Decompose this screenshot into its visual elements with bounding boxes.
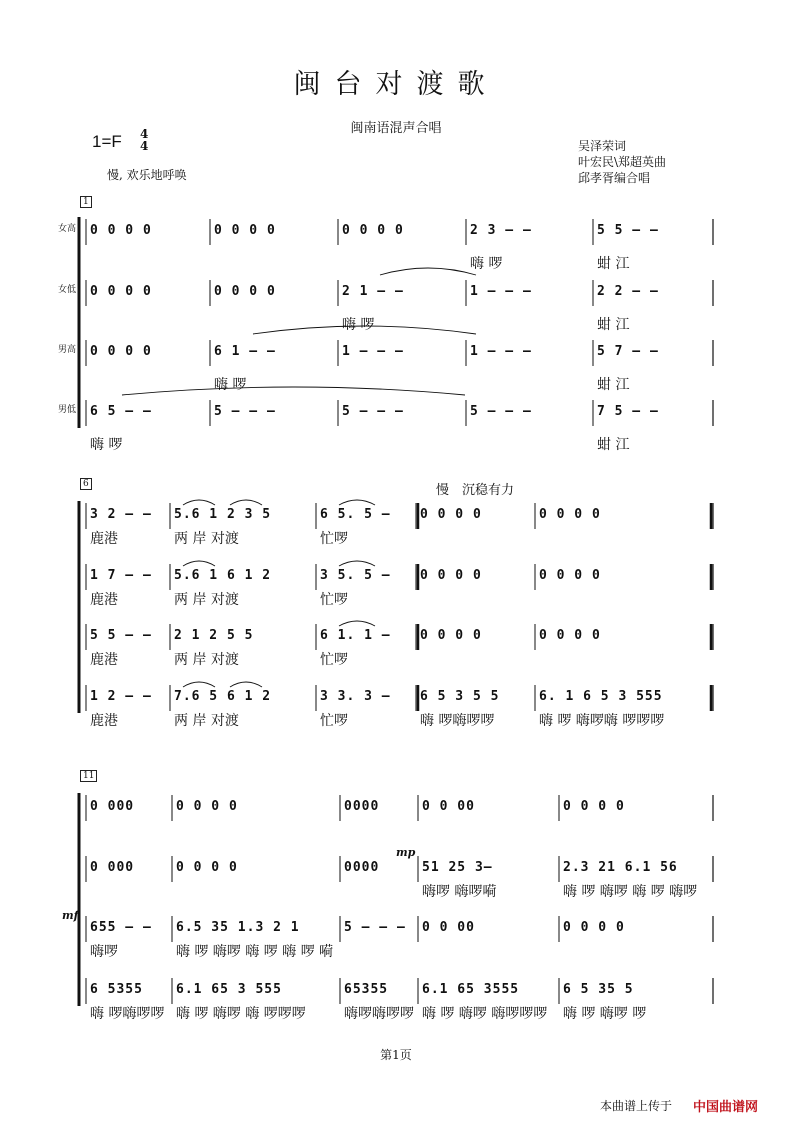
measure-number: 11 (80, 770, 97, 782)
slur (380, 268, 476, 275)
page-number: 第1页 (380, 1048, 412, 1062)
measure-notes: 5 7 – – (597, 344, 659, 359)
measure-notes: 5 5 – – (90, 628, 152, 643)
measure-notes: 0 0 0 0 (539, 628, 601, 643)
lyric-line: 嗨啰 嗨啰嗬 (422, 884, 497, 900)
measure-notes: 5.6 1 2 3 5 (174, 507, 272, 522)
measure-notes: 6 1. 1 – (320, 628, 391, 643)
tie (230, 500, 262, 505)
measure-notes: 0 0 0 0 (342, 223, 404, 238)
measure-notes: 7 5 – – (597, 404, 659, 419)
lyric-line: 嗨 啰 嗨啰 嗨 啰啰啰 (176, 1006, 306, 1022)
measure-notes: 0 0 0 0 (539, 568, 601, 583)
dynamic-mf: mf (62, 909, 79, 922)
measure-notes: 1 2 – – (90, 689, 152, 704)
measure-notes: 6 5. 5 – (320, 507, 391, 522)
lyric-line: 鹿港 (90, 531, 118, 547)
measure-notes: 0 0 0 0 (563, 799, 625, 814)
voice-label: 女高 (58, 224, 77, 234)
measure-notes: 65355 (344, 982, 389, 997)
tie (339, 621, 375, 626)
subtitle: 闽南语混声合唱 (350, 121, 442, 136)
measure-notes: 0 000 (90, 799, 135, 814)
measure-notes: 3 2 – – (90, 507, 152, 522)
lyric-line: 两 岸 对渡 (174, 713, 239, 729)
tie (183, 561, 215, 566)
tie (183, 682, 215, 687)
measure-notes: 5 5 – – (597, 223, 659, 238)
tie (339, 500, 375, 505)
lyric-line: 忙啰 (320, 531, 348, 547)
dynamic-mp: mp (396, 846, 416, 859)
measure-notes: 5 – – – (342, 404, 404, 419)
measure-notes: 2.3 21 6.1 56 (563, 860, 678, 875)
measure-notes: 5 – – – (344, 920, 406, 935)
measure-notes: 655 – – (90, 920, 152, 935)
measure-notes: 0 0 0 0 (214, 223, 276, 238)
measure-notes: 0 0 00 (422, 799, 475, 814)
measure-notes: 0 0 0 0 (563, 920, 625, 935)
measure-notes: 6.5 35 1.3 2 1 (176, 920, 300, 935)
lyric-line: 忙啰 (320, 652, 348, 668)
measure-notes: 1 7 – – (90, 568, 152, 583)
measure-notes: 5.6 1 6 1 2 (174, 568, 272, 583)
measure-notes: 6 5 3 5 5 (420, 689, 500, 704)
measure-notes: 6. 1 6 5 3 555 (539, 689, 663, 704)
time-signature-bottom: 4 (140, 139, 149, 153)
measure-notes: 6 1 – – (214, 344, 276, 359)
measure-notes: 0 0 00 (422, 920, 475, 935)
tie (339, 561, 375, 566)
lyric-line: 鹿港 (90, 592, 118, 608)
measure-notes: 6 5 35 5 (563, 982, 634, 997)
page-title: 闽台对渡歌 (293, 69, 499, 100)
measure-notes: 0 0 0 0 (176, 799, 238, 814)
lyric-line: 鹿港 (90, 652, 118, 668)
lyric-line: 嗨 啰 嗨啰 啰 (563, 1006, 647, 1022)
lyric-line: 忙啰 (320, 592, 348, 608)
tie (230, 682, 262, 687)
measure-notes: 3 5. 5 – (320, 568, 391, 583)
lyric-line: 两 岸 对渡 (174, 652, 239, 668)
upload-notice: 本曲谱上传于 (600, 1099, 673, 1113)
tempo-marking: 慢, 欢乐地呼唤 (107, 168, 187, 182)
credit-arranger: 邱孝胥编合唱 (578, 171, 651, 185)
measure-notes: 2 3 – – (470, 223, 532, 238)
voice-label: 男高 (58, 345, 77, 355)
lyric-line: 嗨 啰 嗨啰嗨 啰啰啰 (539, 713, 665, 729)
measure-notes: 0 0 0 0 (90, 344, 152, 359)
measure-notes: 5 – – – (214, 404, 276, 419)
site-logo: 中国曲谱网 (693, 1099, 759, 1114)
measure-notes: 6 5 – – (90, 404, 152, 419)
lyric-line: 鹿港 (90, 713, 118, 729)
lyric-line: 嗨 啰 (214, 377, 247, 393)
lyric-line: 嗨 啰 (342, 317, 375, 333)
lyric-line: 嗨啰 (90, 944, 118, 960)
measure-notes: 0 0 0 0 (420, 628, 482, 643)
lyric-line: 蚶 江 (597, 437, 630, 453)
measure-notes: 0000 (344, 860, 380, 875)
key-signature: 1=F (92, 132, 122, 151)
lyric-line: 嗨 啰嗨啰啰 (420, 713, 495, 729)
time-signature-top: 4 (140, 127, 149, 141)
measure-notes: 0 0 0 0 (214, 284, 276, 299)
voice-label: 男低 (58, 405, 77, 415)
lyric-line: 嗨 啰 嗨啰 嗨啰啰啰 (422, 1006, 548, 1022)
lyric-line: 蚶 江 (597, 256, 630, 272)
measure-notes: 1 – – – (470, 284, 532, 299)
measure-notes: 0000 (344, 799, 380, 814)
measure-notes: 6.1 65 3555 (422, 982, 520, 997)
measure-notes: 1 – – – (470, 344, 532, 359)
measure-number: 6 (80, 478, 92, 490)
lyric-line: 忙啰 (320, 713, 348, 729)
measure-notes: 2 1 – – (342, 284, 404, 299)
lyric-line: 嗨 啰 嗨啰 嗨 啰 嗨 啰 嗬 (176, 944, 334, 960)
measure-notes: 51 25 3– (422, 860, 493, 875)
lyric-line: 嗨啰嗨啰啰 (344, 1006, 414, 1022)
measure-notes: 3 3. 3 – (320, 689, 391, 704)
measure-number: 1 (80, 196, 92, 208)
lyric-line: 嗨 啰 (90, 437, 123, 453)
measure-notes: 7.6 5 6 1 2 (174, 689, 272, 704)
measure-notes: 0 0 0 0 (90, 284, 152, 299)
measure-notes: 0 0 0 0 (420, 507, 482, 522)
lyric-line: 嗨 啰 (470, 256, 503, 272)
credit-composer: 叶宏民\郑超英曲 (578, 155, 667, 169)
tempo-change: 慢 沉稳有力 (436, 483, 515, 498)
voice-label: 女低 (58, 285, 77, 295)
measure-notes: 1 – – – (342, 344, 404, 359)
tie (183, 500, 215, 505)
lyric-line: 两 岸 对渡 (174, 531, 239, 547)
measure-notes: 6.1 65 3 555 (176, 982, 282, 997)
measure-notes: 0 0 0 0 (420, 568, 482, 583)
measure-notes: 0 000 (90, 860, 135, 875)
measure-notes: 5 – – – (470, 404, 532, 419)
measure-notes: 0 0 0 0 (90, 223, 152, 238)
measure-notes: 0 0 0 0 (539, 507, 601, 522)
measure-notes: 6 5355 (90, 982, 143, 997)
lyric-line: 两 岸 对渡 (174, 592, 239, 608)
measure-notes: 2 2 – – (597, 284, 659, 299)
lyric-line: 嗨 啰嗨啰啰 (90, 1006, 165, 1022)
measure-notes: 2 1 2 5 5 (174, 628, 254, 643)
lyric-line: 蚶 江 (597, 377, 630, 393)
credit-lyricist: 吴泽荣词 (578, 139, 627, 153)
lyric-line: 嗨 啰 嗨啰 嗨 啰 嗨啰 (563, 884, 698, 900)
lyric-line: 蚶 江 (597, 317, 630, 333)
measure-notes: 0 0 0 0 (176, 860, 238, 875)
